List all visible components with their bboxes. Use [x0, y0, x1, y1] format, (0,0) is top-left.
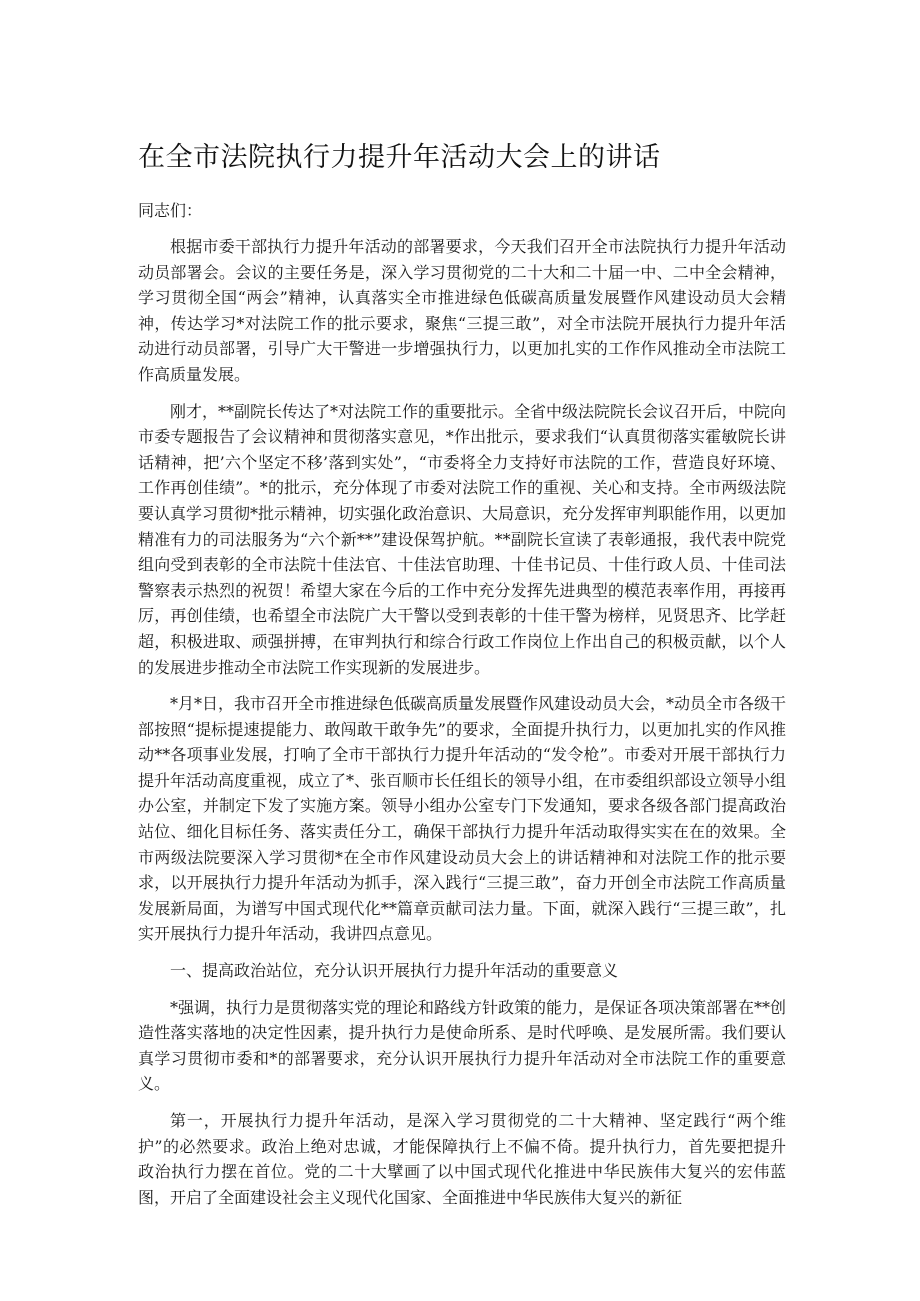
paragraph-section1-intro: *强调，执行力是贯彻落实党的理论和路线方针政策的能力，是保证各项决策部署在**创造性落实落地的决定性因素，提升执行力是使命所系、是时代呼唤、是发展所需。我们要认真学习贯彻市委和*的部署要求，充分认识开展执行力提升年活动对全市法院工作的重要意义。	[138, 997, 787, 1094]
paragraph-instructions: 刚才，**副院长传达了*对法院工作的重要批示。全省中级法院院长会议召开后，中院向市委专题报告了会议精神和贯彻落实意见，*作出批示，要求我们“认真贯彻落实霍敏院长讲话精神，把’六个坚定不移’落到实处”，“市委将全力支持好市法院的工作，营造良好环境、工作再创佳绩”。*的批示，充分体现了市委对法院工作的重视、关心和支持。全市两级法院要认真学习贯彻*批示精神，切实强化政治意识、大局意识，充分发挥审判职能作用，以更加精准有力的司法服务为“六个新**”建设保驾护航。**副院长宣读了表彰通报，我代表中院党组向受到表彰的全市法院十佳法官、十佳法官助理、十佳书记员、十佳行政人员、十佳司法警察表示热烈的祝贺！希望大家在今后的工作中充分发挥先进典型的模范表率作用，再接再厉，再创佳绩，也希望全市法院广大干警以受到表彰的十佳干警为榜样，见贤思齐、比学赶超，积极进取、顽强拼搏，在审判执行和综合行政工作岗位上作出自己的积极贡献，以个人的发展进步推动全市法院工作实现新的发展进步。	[138, 401, 787, 677]
section-heading-1: 一、提高政治站位，充分认识开展执行力提升年活动的重要意义	[170, 961, 619, 981]
paragraph-section1-first: 第一，开展执行力提升年活动，是深入学习贯彻党的二十大精神、坚定践行“两个维护”的必然要求。政治上绝对忠诚，才能保障执行上不偏不倚。提升执行力，首先要把提升政治执行力摆在首位。党的二十大擘画了以中国式现代化推进中华民族伟大复兴的宏伟蓝图，开启了全面建设社会主义现代化国家、全面推进中华民族伟大复兴的新征	[138, 1111, 786, 1207]
paragraph-intro: 根据市委干部执行力提升年活动的部署要求，今天我们召开全市法院执行力提升年活动动员部署会。会议的主要任务是，深入学习贯彻党的二十大和二十届一中、二中全会精神，学习贯彻全国“两会”精神，认真落实全市推进绿色低碳高质量发展暨作风建设动员大会精神，传达学习*对法院工作的批示要求，聚焦“三提三敢”，对全市法院开展执行力提升年活动进行动员部署，引导广大干警进一步增强执行力，以更加扎实的工作作风推动全市法院工作高质量发展。	[138, 237, 786, 384]
document-title: 在全市法院执行力提升年活动大会上的讲话	[138, 142, 661, 173]
document-body	[138, 138, 786, 1221]
paragraph-mobilization: *月*日，我市召开全市推进绿色低碳高质量发展暨作风建设动员大会，*动员全市各级干部按照“提标提速提能力、敢闯敢干敢争先”的要求，全面提升执行力，以更加扎实的作风推动**各项事业发展，打响了全市干部执行力提升年活动的“发令枪”。市委对开展干部执行力提升年活动高度重视，成立了*、张百顺市长任组长的领导小组，在市委组织部设立领导小组办公室，并制定下发了实施方案。领导小组办公室专门下发通知，要求各级各部门提高政治站位、细化目标任务、落实责任分工，确保干部执行力提升年活动取得实实在在的效果。全市两级法院要深入学习贯彻*在全市作风建设动员大会上的讲话精神和对法院工作的批示要求，以开展执行力提升年活动为抓手，深入践行“三提三敢”，奋力开创全市法院工作高质量发展新局面，为谱写中国式现代化**篇章贡献司法力量。下面，就深入践行“三提三敢”，扎实开展执行力提升年活动，我讲四点意见。	[138, 694, 787, 944]
salutation: 同志们：	[138, 201, 203, 220]
